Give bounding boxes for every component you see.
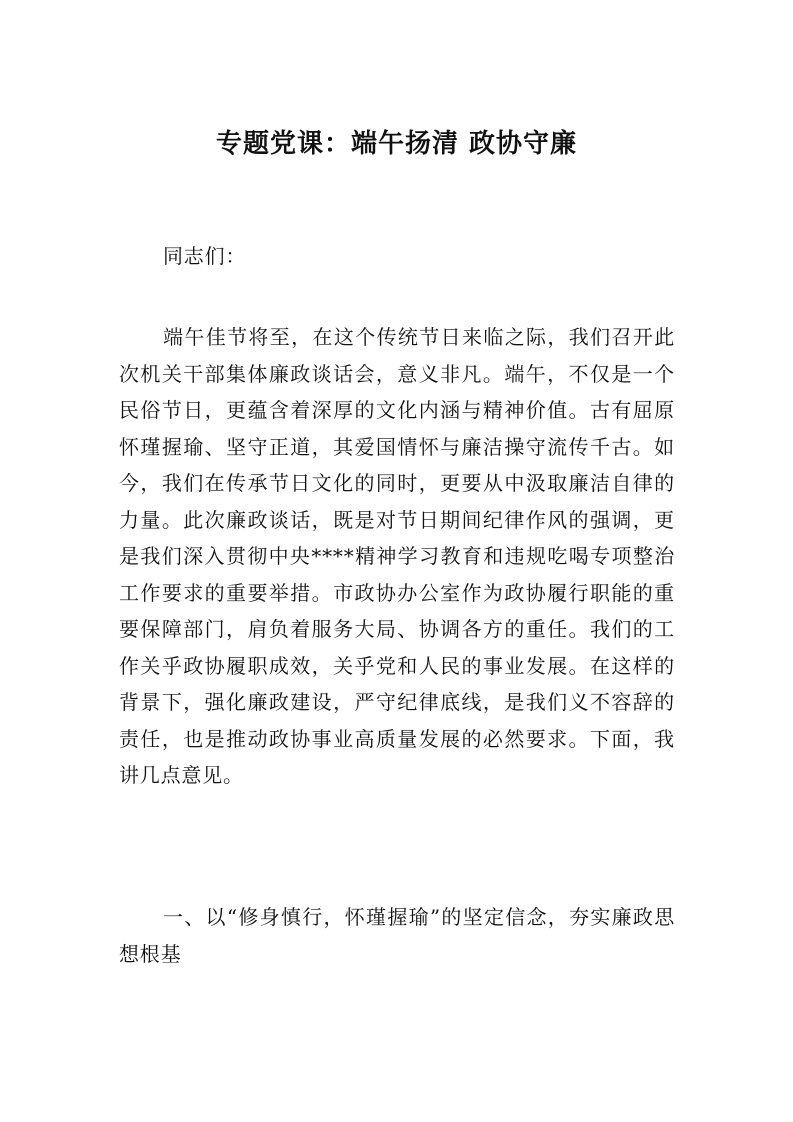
section-heading: 一、以“修身慎行，怀瑾握瑜”的坚定信念，夯实廉政思想根基 <box>119 905 675 966</box>
salutation: 同志们： <box>163 244 247 268</box>
document-title: 专题党课：端午扬清 政协守廉 <box>215 129 578 159</box>
body-paragraph: 端午佳节将至，在这个传统节日来临之际，我们召开此次机关干部集体廉政谈话会，意义非凡。端午，不仅是一个民俗节日，更蕴含着深厚的文化内涵与精神价值。古有屈原怀瑾握瑜、坚守正道，其爱国情怀与廉洁操守流传千古。如今，我们在传承节日文化的同时，更要从中汲取廉洁自律的力量。此次廉政谈话，既是对节日期间纪律作风的强调，更是我们深入贯彻中央****精神学习教育和违规吃喝专项整治工作要求的重要举措。市政协办公室作为政协履行职能的重要保障部门，肩负着服务大局、协调各方的重任。我们的工作关乎政协履职成效，关乎党和人民的事业发展。在这样的背景下，强化廉政建设，严守纪律底线，是我们义不容辞的责任，也是推动政协事业高质量发展的必然要求。下面，我讲几点意见。 <box>119 325 675 787</box>
